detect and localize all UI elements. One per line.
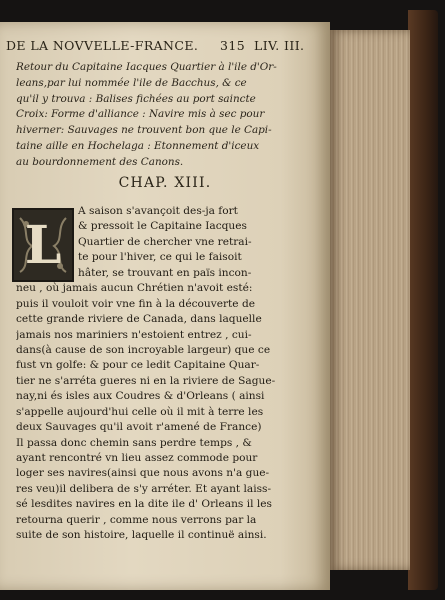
summary-line: leans,par lui nommée l'ile de Bacchus, & ce [16,76,247,89]
summary-line: Retour du Capitaine Iacques Quartier à l'ile d'Or- [16,61,277,73]
summary-line: hiverner: Sauvages ne trouvent bon que le Capi- [16,124,272,137]
text-line: Il passa donc chemin sans perdre temps , & [16,436,252,449]
text-line: retourna querir , comme nous verrons par la [16,513,257,526]
text-line: sé lesdites navires en la dite ile d' Orleans il les [16,498,272,511]
text-line: te pour l'hiver, ce qui le faisoit [78,251,242,264]
text-line: jamais nos mariniers n'estoient entrez , cui- [16,328,252,341]
text-line: puis il vouloit voir vne fin à la découverte de [16,297,255,310]
text-line: ayant rencontré vn lieu assez commode pour [16,452,258,464]
summary-line: qu'il y trouva : Balises fichées au port saincte [16,92,256,105]
book-cover-edge [408,10,438,590]
summary-line: Croix: Forme d'alliance : Navire mis à sec pour [16,108,265,121]
summary-line: au bourdonnement des Canons. [16,155,184,168]
text-line: fust vn golfe: & pour ce ledit Capitaine Quar- [16,359,260,372]
text-line: A saison s'avançoit des-ja fort [78,205,238,217]
text-line: hâter, se trouvant en païs incon- [78,266,252,279]
summary-line: taine aille en Hochelaga : Etonnement d'iceux [16,139,260,152]
book-number: LIV. III. [254,38,305,53]
page-number: 315 [220,38,246,53]
text-line: Quartier de chercher vne retrai- [78,235,252,248]
text-line: tier ne s'arréta gueres ni en la riviere de Sague- [16,374,276,387]
text-line: deux Sauvages qu'il avoit r'amené de France) [16,421,262,434]
text-line: cette grande riviere de Canada, dans laquelle [16,313,262,326]
text-line: s'appelle aujourd'hui celle où il mit à terre les [16,405,264,418]
text-line: loger ses navires(ainsi que nous avons n'a gue- [16,467,270,480]
running-title: DE LA NOVVELLE-FRANCE. [6,38,199,53]
text-line: dans(à cause de son incroyable largeur) que ce [16,343,271,356]
page-block-edge [330,30,410,570]
text-line: neu , où jamais aucun Chrétien n'avoit esté: [16,282,253,295]
text-line: nay,ni és isles aux Coudres & d'Orleans ( ainsi [16,390,265,403]
chapter-heading: CHAP. XIII. [118,175,212,191]
text-line: res veu)il delibera de s'y arréter. Et ayant laiss- [16,482,272,495]
text-line: suite de son histoire, laquelle il continuë ainsi. [16,529,267,542]
drop-cap-letter: L [24,214,62,276]
text-line: & pressoit le Capitaine Iacques [78,220,247,233]
chapter-summary [16,60,316,171]
running-header [6,38,324,56]
